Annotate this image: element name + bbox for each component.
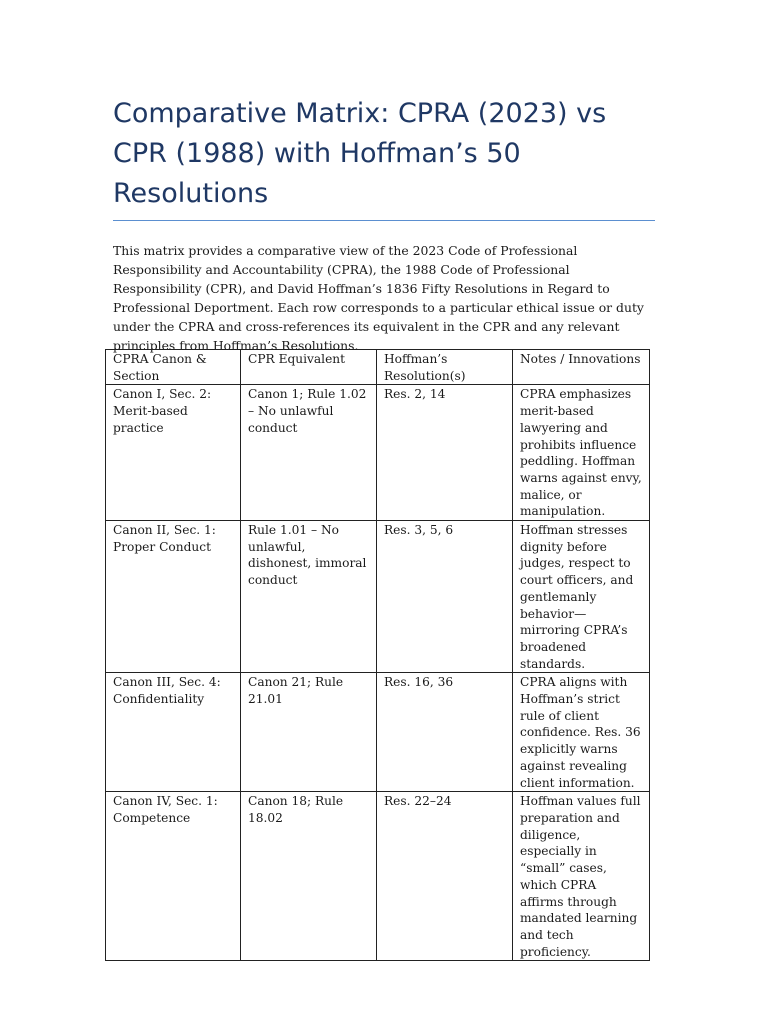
table-row [106, 792, 650, 961]
cell-hoffman: Res. 2, 14 [377, 385, 513, 521]
cell-cpra: Canon III, Sec. 4: Confidentiality [106, 673, 241, 792]
header-cell-cpr: CPR Equivalent [241, 350, 377, 385]
document-title: Comparative Matrix: CPRA (2023) vs CPR (1988) with Hoffman’s 50 Resolutions [113, 98, 607, 209]
cell-cpr: Canon 1; Rule 1.02 – No unlawful conduct [241, 385, 377, 521]
cell-hoffman: Res. 16, 36 [377, 673, 513, 792]
table-row [106, 385, 650, 521]
table-row [106, 521, 650, 673]
header-cell-hoffman: Hoffman’s Resolution(s) [377, 350, 513, 385]
cell-notes: CPRA aligns with Hoffman’s strict rule of client confidence. Res. 36 explicitly warns against revealing client information. [513, 673, 650, 792]
cell-notes: Hoffman values full preparation and diligence, especially in “small” cases, which CPRA affirms through mandated learning and tech proficiency. [513, 792, 650, 961]
header-cell-cpra: CPRA Canon & Section [106, 350, 241, 385]
comparative-matrix-table [105, 349, 650, 961]
cell-notes: Hoffman stresses dignity before judges, respect to court officers, and gentlemanly behavior—mirroring CPRA’s broadened standards. [513, 521, 650, 673]
title-underline-rule [113, 220, 655, 221]
cell-hoffman: Res. 3, 5, 6 [377, 521, 513, 673]
cell-cpra: Canon IV, Sec. 1: Competence [106, 792, 241, 961]
cell-hoffman: Res. 22–24 [377, 792, 513, 961]
cell-notes: CPRA emphasizes merit-based lawyering and prohibits influence peddling. Hoffman warns against envy, malice, or manipulation. [513, 385, 650, 521]
cell-cpr: Canon 18; Rule 18.02 [241, 792, 377, 961]
header-cell-notes: Notes / Innovations [513, 350, 650, 385]
cell-cpra: Canon I, Sec. 2: Merit-based practice [106, 385, 241, 521]
intro-paragraph: This matrix provides a comparative view of the 2023 Code of Professional Responsibility and Accountability (CPRA), the 1988 Code of Professional Responsibility (CPR), and David Hoffman’s 1836 Fifty Resolutions in Regard to Professional Deportment. Each row corresponds to a particular ethical issue or duty under the CPRA and cross-references its equivalent in the CPR and any relevant principles from Hoffman’s Resolutions. [113, 243, 644, 353]
cell-cpr: Canon 21; Rule 21.01 [241, 673, 377, 792]
table-header-row [106, 350, 650, 385]
cell-cpr: Rule 1.01 – No unlawful, dishonest, immoral conduct [241, 521, 377, 673]
table-row [106, 673, 650, 792]
cell-cpra: Canon II, Sec. 1: Proper Conduct [106, 521, 241, 673]
